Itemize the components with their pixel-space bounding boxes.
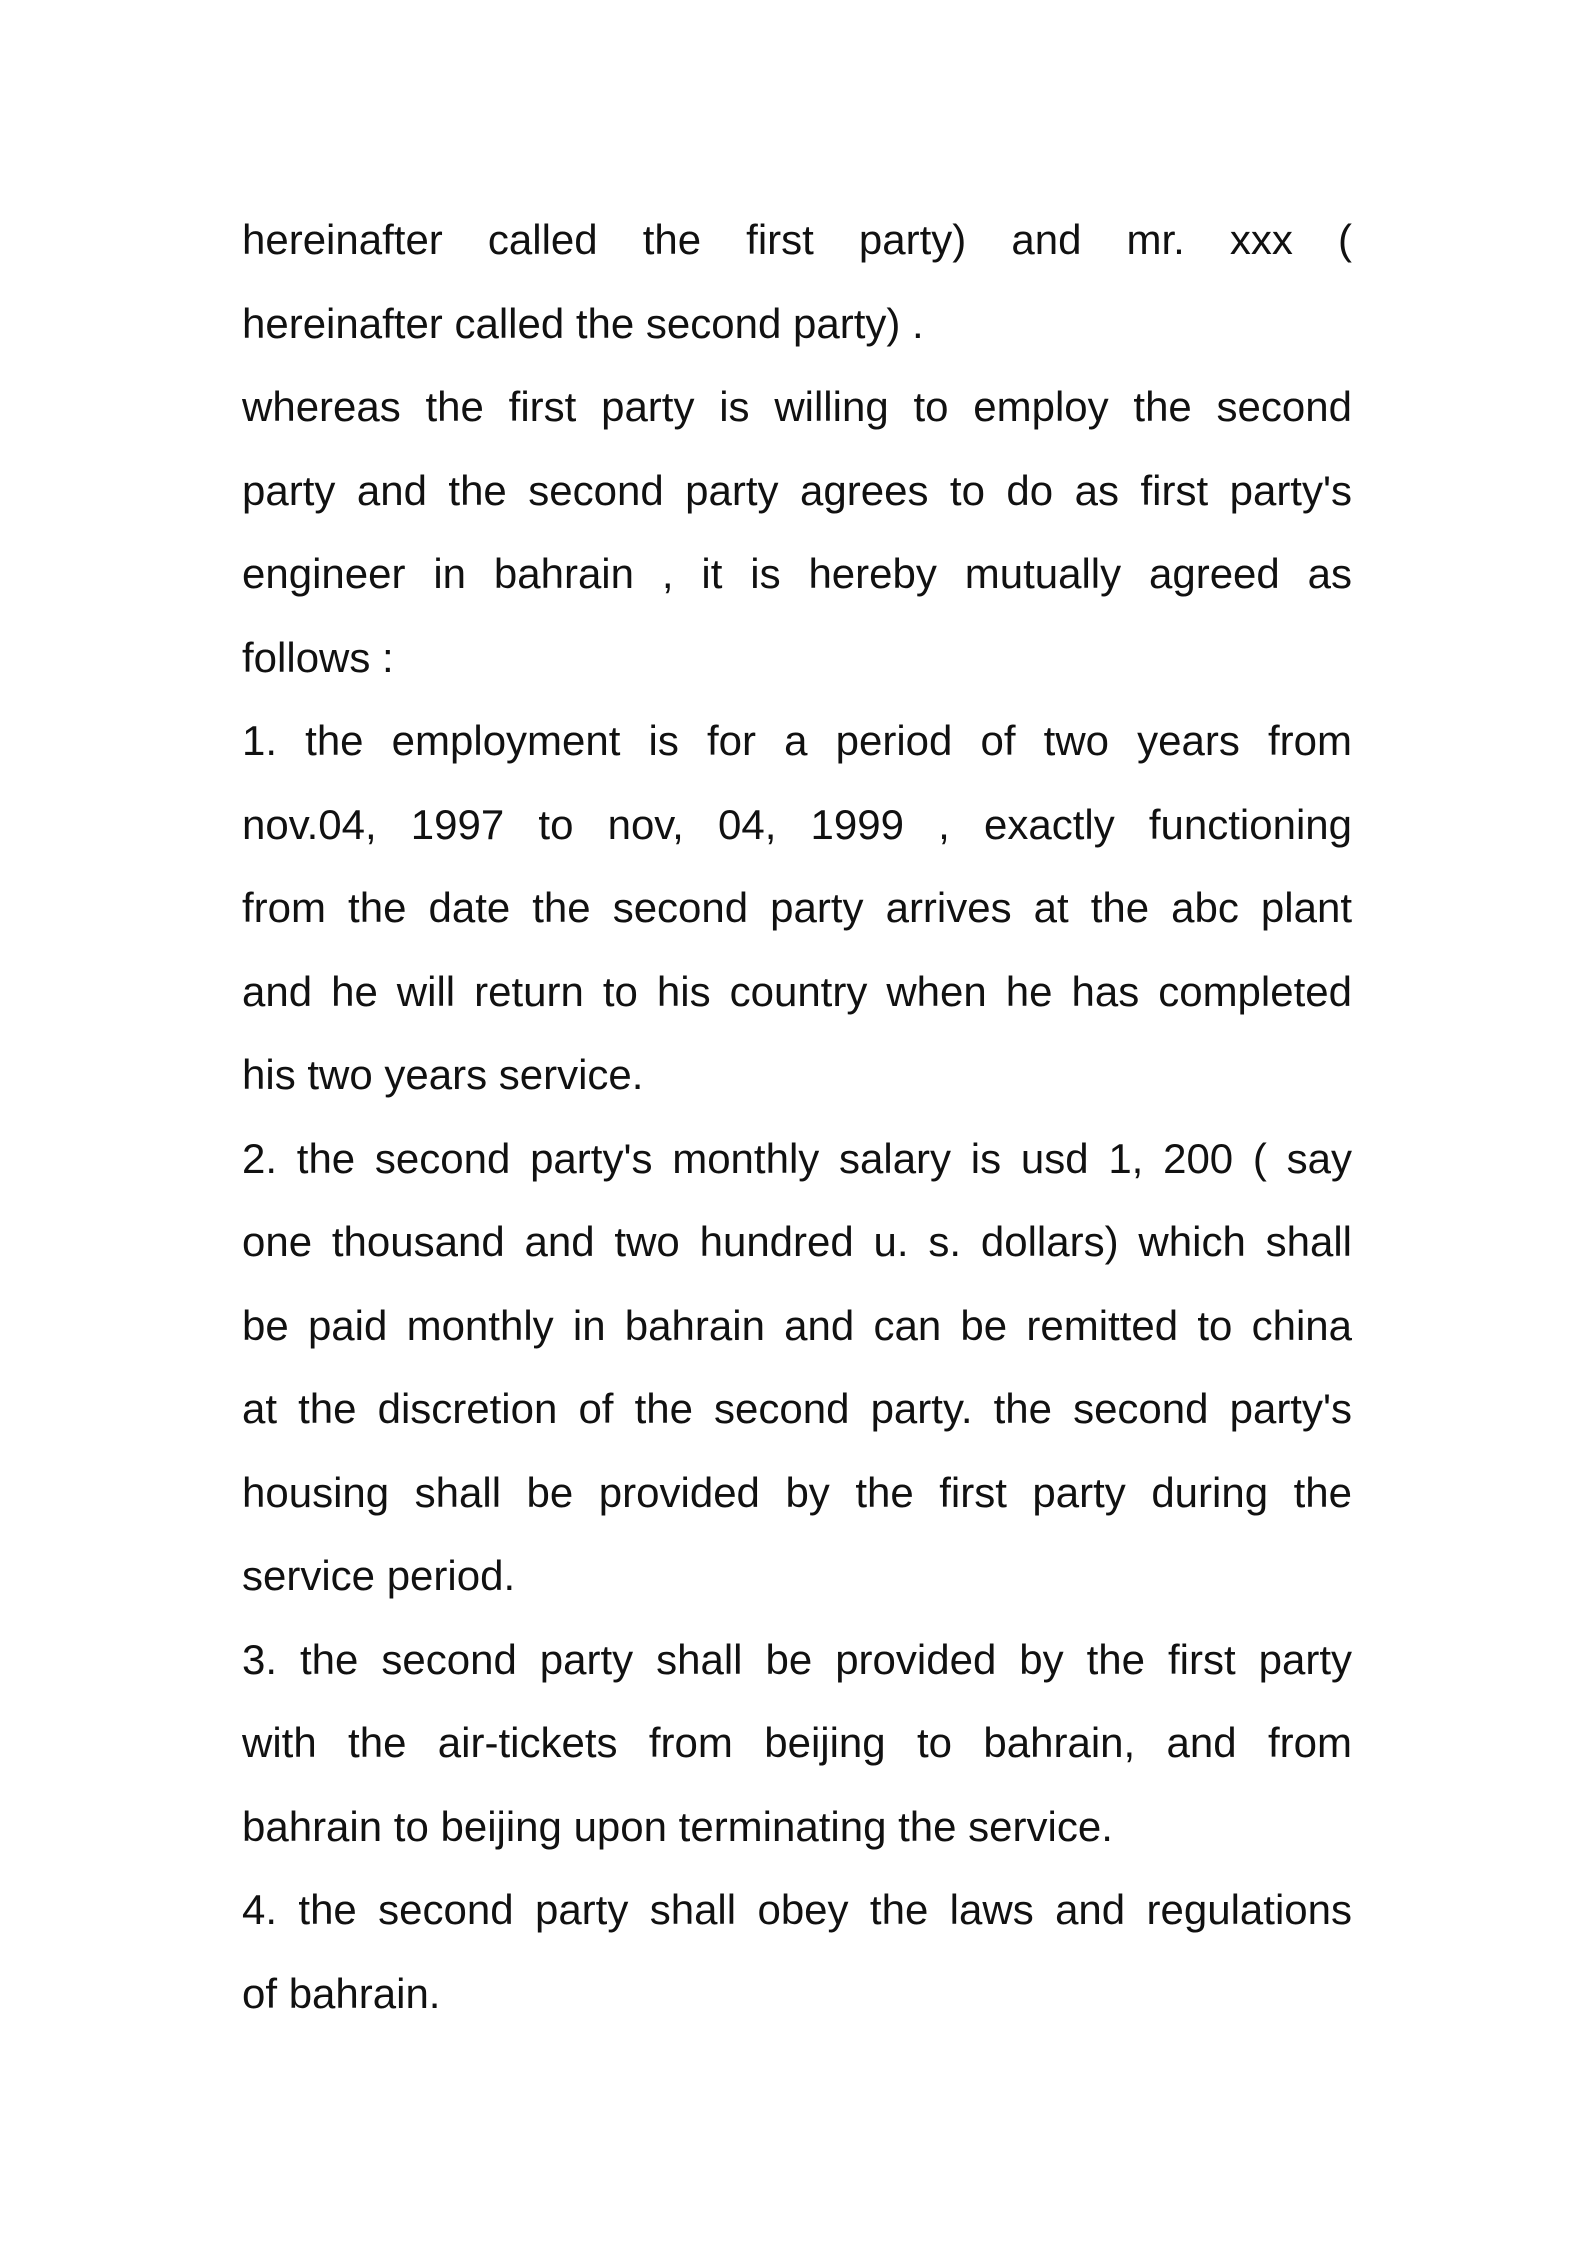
text-line: and he will return to his country when he has completed (242, 967, 1352, 1015)
text-line: housing shall be provided by the first party during the (242, 1468, 1352, 1516)
text-line: 4. the second party shall obey the laws and regulations (242, 1886, 1352, 1933)
contract-body-text (242, 198, 1352, 2035)
text-line: from the date the second party arrives at the abc plant (242, 884, 1352, 931)
text-line: bahrain to beijing upon terminating the service. (242, 1802, 1113, 1850)
text-line: follows : (242, 633, 394, 681)
text-line: hereinafter called the first party) and mr. xxx ( (242, 216, 1352, 263)
text-line: nov.04, 1997 to nov, 04, 1999 , exactly functioning (242, 800, 1352, 848)
text-line: one thousand and two hundred u. s. dollars) which shall (242, 1218, 1352, 1265)
text-line: 3. the second party shall be provided by the first party (242, 1635, 1352, 1683)
text-line: 2. the second party's monthly salary is usd 1, 200 ( say (242, 1134, 1352, 1182)
text-line: at the discretion of the second party. the second party's (242, 1385, 1352, 1432)
text-line: party and the second party agrees to do as first party's (242, 466, 1352, 514)
text-line: whereas the first party is willing to employ the second (242, 383, 1352, 430)
text-line: of bahrain. (242, 1969, 441, 2017)
text-line: with the air-tickets from beijing to bahrain, and from (242, 1719, 1352, 1766)
text-line: service period. (242, 1552, 516, 1599)
text-line: engineer in bahrain , it is hereby mutually agreed as (242, 550, 1352, 597)
text-line: hereinafter called the second party) . (242, 299, 924, 347)
text-line: 1. the employment is for a period of two years from (242, 717, 1352, 764)
text-line: his two years service. (242, 1051, 644, 1098)
text-line: be paid monthly in bahrain and can be remitted to china (242, 1301, 1352, 1349)
